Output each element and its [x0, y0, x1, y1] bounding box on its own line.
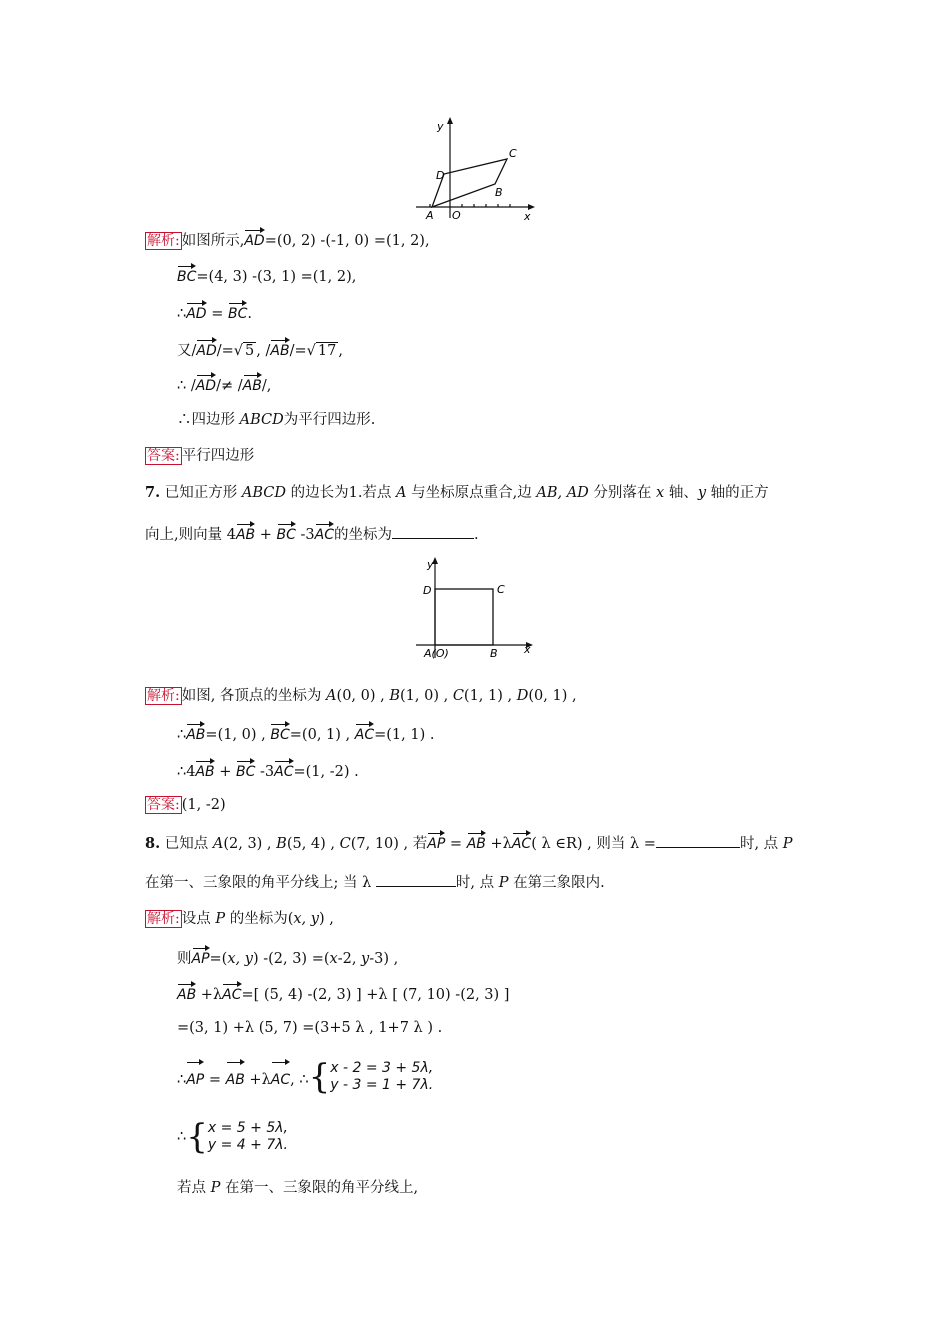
sol8-line7: 若点 P 在第一、三象限的角平分线上, [177, 1180, 419, 1196]
square-figure [410, 554, 540, 662]
question-number: 7. [145, 484, 161, 501]
answer-blank-1[interactable] [656, 833, 740, 848]
parallelogram-shape [432, 159, 507, 207]
sol8-line4: =(3, 1) +λ (5, 7) =(3+5 λ , 1+7 λ ) . [177, 1020, 443, 1036]
sol8-line2: 则AP=(x, y) -(2, 3) =(x-2, y-3) , [177, 946, 398, 969]
sol8-line3: AB +λAC=[ (5, 4) -(2, 3) ] +λ [ (7, 10) -(2, 3) ] [177, 982, 509, 1005]
vector-BC: BC [177, 264, 196, 287]
label-y: y [427, 558, 434, 571]
sol8-line5: ∴AP = AB +λAC, ∴{x - 2 = 3 + 5λ, y - 3 = 1 + 7λ. [177, 1057, 434, 1097]
q7-line2: 向上,则向量 4AB + BC -3AC的坐标为 . [145, 522, 479, 545]
sol6-line6: ∴四边形 ABCD为平行四边形. [177, 412, 376, 428]
label-x: x [524, 210, 531, 223]
sol7-line2: ∴AB=(1, 0) , BC=(0, 1) , AC=(1, 1) . [177, 722, 434, 745]
answer-7: 答案: (1, -2) [147, 797, 226, 813]
label-A: A [426, 209, 434, 222]
sol7-line3: ∴4AB + BC -3AC=(1, -2) . [177, 759, 359, 782]
square-shape [435, 589, 493, 645]
sol6-line1: 解析: 如图所示,AD=(0, 2) -(-1, 0) =(1, 2), [145, 228, 430, 251]
sol8-line1: 解析: 设点 P 的坐标为(x, y) , [147, 911, 334, 927]
answer-blank-2[interactable] [376, 872, 456, 887]
sol8-line6: ∴{x = 5 + 5λ, y = 4 + 7λ. [177, 1117, 288, 1157]
sol6-line2: BC=(4, 3) -(3, 1) =(1, 2), [177, 264, 356, 287]
label-C: C [509, 147, 517, 160]
label-D: D [423, 584, 432, 597]
label-x: x [524, 643, 531, 656]
parallelogram-figure [410, 116, 540, 224]
label-O: O [452, 209, 461, 222]
equation-system-1: x - 2 = 3 + 5λ, y - 3 = 1 + 7λ. [330, 1060, 434, 1093]
answer-blank[interactable] [392, 524, 474, 539]
question-number: 8. [145, 835, 161, 852]
analysis-tag: 解析: [147, 911, 180, 927]
label-B: B [490, 647, 498, 660]
sol7-line1: 解析: 如图, 各顶点的坐标为 A(0, 0) , B(1, 0) , C(1, 1) , D(0, 1) , [147, 688, 577, 704]
sol6-line4: 又/AD/=√ 5 , /AB/=√ 17 , [177, 338, 343, 361]
q8-line1: 8. 已知点 A(2, 3) , B(5, 4) , C(7, 10) , 若AP = AB +λAC( λ ∈R) , 则当 λ = 时, 点 P [145, 831, 793, 854]
label-y: y [437, 120, 444, 133]
q8-line2: 在第一、三象限的角平分线上; 当 λ 时, 点 P 在第三象限内. [145, 872, 605, 893]
vector-AD: AD [244, 228, 264, 251]
equation-system-2: x = 5 + 5λ, y = 4 + 7λ. [207, 1120, 288, 1153]
answer-6: 答案: 平行四边形 [147, 448, 255, 464]
q7-line1: 7. 已知正方形 ABCD 的边长为1.若点 A 与坐标原点重合,边 AB, AD 分别落在 x 轴、y 轴的正方 [145, 484, 769, 501]
analysis-tag: 解析: [147, 688, 180, 704]
sol6-line5: ∴ /AD/≠ /AB/, [177, 373, 271, 396]
analysis-tag: 解析: [147, 233, 180, 249]
label-B: B [495, 186, 503, 199]
label-AO: A(O) [424, 647, 449, 660]
sol6-line3: ∴AD = BC. [177, 301, 252, 324]
answer-tag: 答案: [147, 797, 180, 813]
label-C: C [497, 583, 505, 596]
answer-tag: 答案: [147, 448, 180, 464]
label-D: D [436, 169, 445, 182]
